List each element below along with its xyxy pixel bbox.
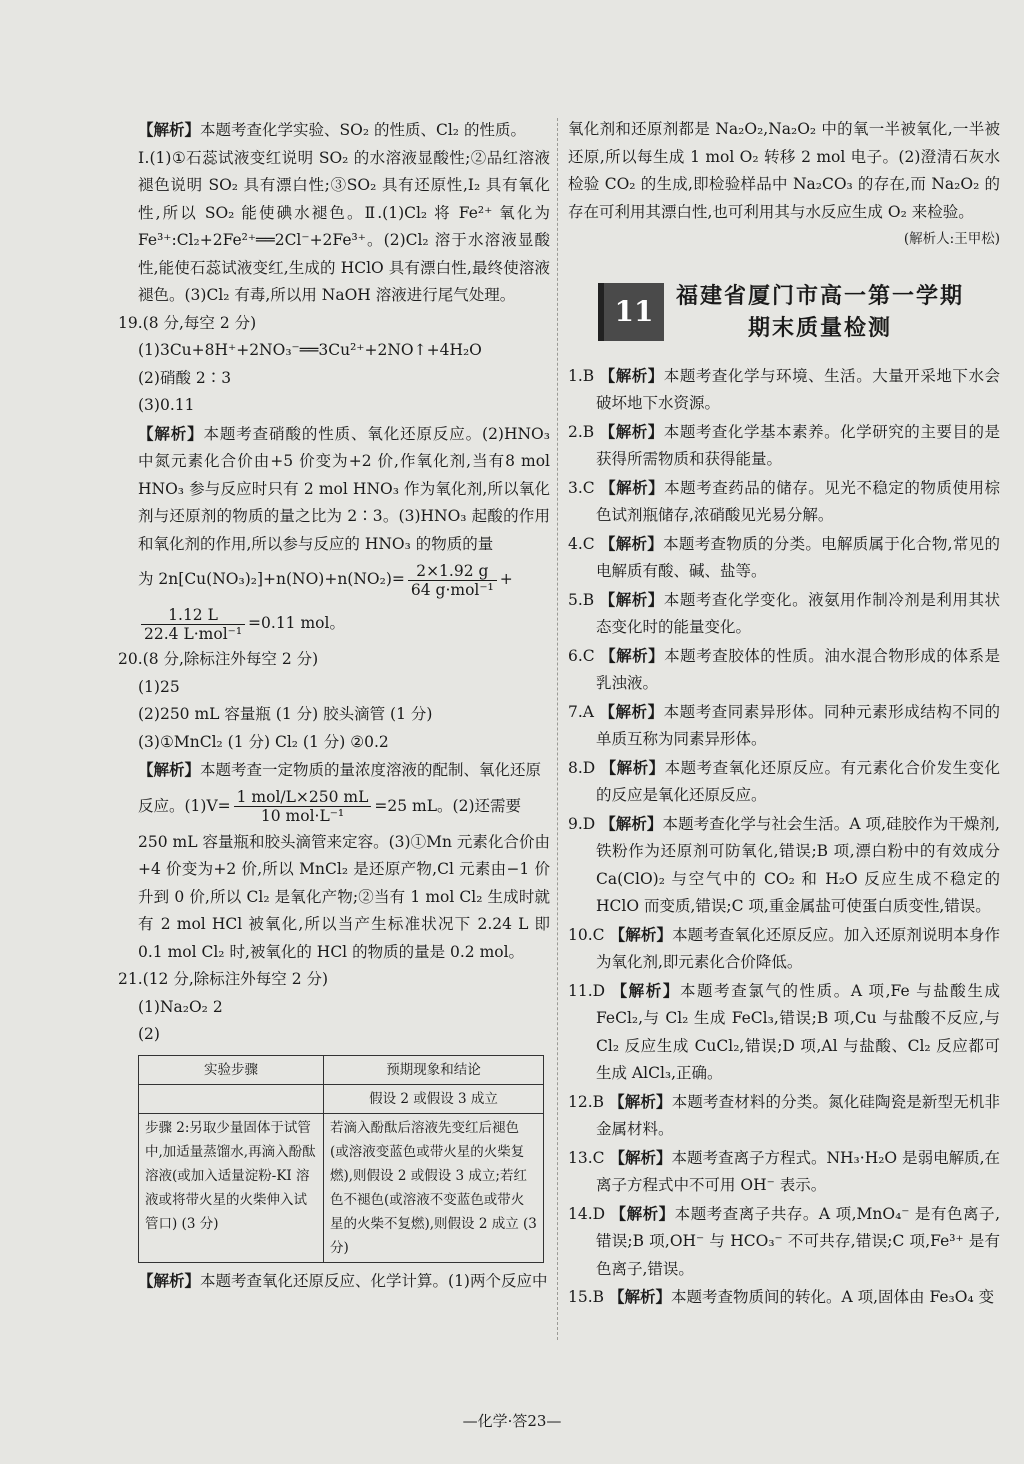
q20-analysis: 【解析】本题考查一定物质的量浓度溶液的配制、氧化还原	[138, 760, 542, 779]
q21-analysis-continued: 氧化剂和还原剂都是 Na₂O₂,Na₂O₂ 中的氧一半被氧化,一半被还原,所以每生成 1 mol O₂ 转移 2 mol 电子。(2)澄清石灰水检验 CO₂ 的生成,即检验样品中 Na₂CO₃ 的存在,而 Na₂O₂ 的存在可利用其漂白性,也可利用其与水反应生成 O₂ 来检验。	[568, 120, 1000, 221]
answer-item	[568, 418, 1000, 474]
q19-equation-2: $\frac{1.12 L}{\text{22.4 L·mol⁻¹}}$ =0.11 mol。	[138, 602, 550, 646]
analysis-label: 【解析】	[610, 1203, 675, 1223]
answer-number: 6.C	[568, 646, 595, 665]
answer-item	[568, 810, 1000, 921]
q21-head: 21.(12 分,除标注外每空 2 分)	[118, 970, 329, 988]
experiment-table	[138, 1055, 544, 1263]
analysis-label: 【解析】	[600, 477, 665, 497]
answer-item	[568, 642, 1000, 698]
answer-number: 9.D	[568, 814, 596, 833]
answer-item	[568, 362, 1000, 418]
answer-number: 13.C	[568, 1148, 605, 1167]
answer-text: 本题考查氧化还原反应。有元素化合价发生变化的反应是氧化还原反应。	[596, 758, 1000, 804]
q21-answer-1: (1)Na₂O₂ 2	[138, 997, 223, 1016]
q18-analysis-body: Ⅰ.(1)①石蕊试液变红说明 SO₂ 的水溶液显酸性;②品红溶液褪色说明 SO₂ 具有漂白性;③SO₂ 具有还原性,I₂ 具有氧化性,所以 SO₂ 能使碘水褪色。Ⅱ.(1)Cl₂ 将 Fe²⁺ 氧化为 Fe³⁺:Cl₂+2Fe²⁺══2Cl⁻+2Fe³⁺。(2)Cl₂ 溶于水溶液显酸性,能使石蕊试液变红,生成的 HClO 具有漂白性,最终使溶液褪色。(3)Cl₂ 有毒,所以用 NaOH 溶液进行尾气处理。	[138, 148, 550, 304]
answer-number: 15.B	[568, 1288, 605, 1306]
analysis-label: 【解析】	[600, 757, 665, 777]
right-column	[568, 116, 1000, 1312]
q21-analysis: 【解析】本题考查氧化还原反应、化学计算。(1)两个反应中	[138, 1270, 548, 1290]
answer-text: 本题考查药品的储存。见光不稳定的物质使用棕色试剂瓶储存,浓硝酸见光易分解。	[596, 478, 1000, 524]
answer-text: 本题考查氧化还原反应。加入还原剂说明本身作为氧化剂,即元素化合价降低。	[596, 925, 1000, 971]
answer-item	[568, 530, 1000, 586]
section-title: 福建省厦门市高一第一学期 期末质量检测	[676, 282, 965, 341]
section-number-badge: 11	[598, 283, 664, 341]
answer-item	[568, 1144, 1000, 1200]
table-cell: 步骤 2:另取少量固体于试管中,加适量蒸馏水,再滴入酚酞溶液(或加入适量淀粉-KI 溶液或将带火星的火柴伸入试管口) (3 分)	[139, 1113, 324, 1262]
analysis-label: 【解析】	[599, 421, 664, 441]
analysis-label: 【解析】	[600, 813, 663, 833]
answer-number: 12.B	[568, 1092, 605, 1111]
answer-text: 本题考查物质间的转化。A 项,固体由 Fe₃O₄ 变	[671, 1288, 995, 1306]
answer-item	[568, 474, 1000, 530]
answer-text: 本题考查化学与社会生活。A 项,硅胶作为干燥剂,铁粉作为还原剂可防氧化,错误;B 项,漂白粉中的有效成分 Ca(ClO)₂ 与空气中的 CO₂ 和 H₂O 反应生成不稳定的 HClO 而变质,错误;C 项,重金属盐可使蛋白质变性,错误。	[596, 814, 1000, 915]
q20-equation: 反应。(1)V= $\frac{\text{1 mol/L×250 mL}}{\text{10 mol·L⁻¹}}$ =25 mL。(2)还需要	[138, 788, 522, 825]
answer-text: 本题考查材料的分类。氮化硅陶瓷是新型无机非金属材料。	[596, 1092, 1000, 1138]
q19-head: 19.(8 分,每空 2 分)	[118, 313, 257, 332]
answer-number: 10.C	[568, 925, 605, 944]
analysis-label: 【解析】	[611, 980, 680, 1000]
answer-number: 5.B	[568, 590, 595, 609]
analysis-label: 【解析】	[599, 533, 664, 553]
answer-text: 本题考查离子共存。A 项,MnO₄⁻ 是有色离子,错误;B 项,OH⁻ 与 HCO₃⁻ 不可共存,错误;C 项,Fe³⁺ 是有色离子,错误。	[596, 1204, 1001, 1278]
q19-answer-1: (1)3Cu+8H⁺+2NO₃⁻══3Cu²⁺+2NO↑+4H₂O	[138, 341, 482, 359]
answer-item	[568, 977, 1000, 1088]
analysis-label: 【解析】	[599, 701, 664, 721]
answer-text: 本题考查化学与环境、生活。大量开采地下水会破坏地下水资源。	[596, 366, 1000, 412]
fraction: $\frac{2\times 1.92 g}{\text{64 g·mol⁻¹}}$	[408, 562, 497, 599]
table-subheader: 假设 2 或假设 3 成立	[324, 1084, 544, 1113]
answer-number: 8.D	[568, 758, 596, 777]
q18-analysis: 【解析】本题考查化学实验、SO₂ 的性质、Cl₂ 的性质。	[138, 120, 526, 139]
table-cell: 若滴入酚酞后溶液先变红后褪色(或溶液变蓝色或带火星的火柴复燃),则假设 2 或假设 3 成立;若红色不褪色(或溶液不变蓝色或带火星的火柴不复燃),则假设 2 成立 (3 分)	[324, 1113, 544, 1262]
answer-text: 本题考查离子方程式。NH₃·H₂O 是弱电解质,在离子方程式中不可用 OH⁻ 表示。	[596, 1148, 1000, 1194]
answer-text: 本题考查氯气的性质。A 项,Fe 与盐酸生成 FeCl₂,与 Cl₂ 生成 FeCl₃,错误;B 项,Cu 与盐酸不反应,与 Cl₂ 反应生成 CuCl₂,错误;D 项,Al 与盐酸、Cl₂ 反应都可生成 AlCl₃,正确。	[596, 981, 1000, 1082]
answer-number: 14.D	[568, 1204, 606, 1223]
analysis-label: 【解析】	[138, 1270, 201, 1290]
analysis-label: 【解析】	[609, 1091, 672, 1111]
answer-item	[568, 754, 1000, 810]
answer-number: 2.B	[568, 422, 595, 441]
table-header: 实验步骤	[139, 1055, 324, 1084]
answer-text: 本题考查同素异形体。同种元素形成结构不同的单质互称为同素异形体。	[596, 702, 1000, 748]
answer-item	[568, 1200, 1000, 1284]
answer-number: 3.C	[568, 478, 595, 497]
q20-analysis-body: 250 mL 容量瓶和胶头滴管来定容。(3)①Mn 元素化合价由+4 价变为+2 价,所以 MnCl₂ 是还原产物,Cl 元素由−1 价升到 0 价,所以 Cl₂ 是氧化产物;②当有 1 mol Cl₂ 生成时就有 2 mol HCl 被氧化,所以当产生标准状况下 2.24 L 即 0.1 mol Cl₂ 时,被氧化的 HCl 的物质的量是 0.2 mol。	[138, 832, 550, 961]
analysis-label: 【解析】	[609, 1147, 672, 1167]
analysis-label: 【解析】	[609, 924, 673, 944]
page-footer: —化学·答23—	[462, 1412, 562, 1430]
answer-item	[568, 698, 1000, 754]
answer-number: 1.B	[568, 366, 595, 385]
answer-text: 本题考查物质的分类。电解质属于化合物,常见的电解质有酸、碱、盐等。	[596, 534, 1000, 580]
column-divider	[557, 118, 558, 1340]
answer-text: 本题考查化学基本素养。化学研究的主要目的是获得所需物质和获得能量。	[596, 422, 1000, 468]
answer-number: 11.D	[568, 981, 606, 1000]
analysis-label: 【解析】	[138, 423, 204, 443]
table-cell	[139, 1084, 324, 1113]
analysis-label: 【解析】	[599, 589, 664, 609]
answer-item	[568, 1283, 1000, 1312]
answer-item	[568, 1088, 1000, 1144]
answer-list	[568, 362, 1000, 1312]
answer-text: 本题考查胶体的性质。油水混合物形成的体系是乳浊液。	[596, 646, 1000, 692]
fraction: $\frac{\text{1 mol/L×250 mL}}{\text{10 mol·L⁻¹}}$	[234, 788, 372, 825]
q19-answer-2: (2)硝酸 2∶3	[138, 368, 232, 387]
q20-answer-2: (2)250 mL 容量瓶 (1 分) 胶头滴管 (1 分)	[138, 705, 433, 723]
analysis-label: 【解析】	[138, 760, 201, 779]
q21-answer-2: (2)	[138, 1025, 160, 1043]
q19-equation-1: 为 2n[Cu(NO₃)₂]+n(NO)+n(NO₂)= $\frac{2\times 1.92 g}{\text{64 g·mol⁻¹}}$ +	[138, 561, 513, 599]
answer-number: 7.A	[568, 702, 594, 721]
q20-answer-1: (1)25	[138, 677, 180, 696]
q20-answer-3: (3)①MnCl₂ (1 分) Cl₂ (1 分) ②0.2	[138, 732, 389, 751]
q19-analysis: 【解析】本题考查硝酸的性质、氧化还原反应。(2)HNO₃ 中氮元素化合价由+5 价变为+2 价,作氧化剂,当有8 mol HNO₃ 参与反应时只有 2 mol HNO₃ 作为氧化剂,所以氧化剂与还原剂的物质的量之比为 2∶3。(3)HNO₃ 起酸的作用和氧化剂的作用,所以参与反应的 HNO₃ 的物质的量	[138, 423, 550, 553]
analysis-label: 【解析】	[608, 1287, 671, 1306]
answer-text: 本题考查化学变化。液氨用作制冷剂是利用其状态变化时的能量变化。	[596, 590, 1000, 636]
answer-item	[568, 921, 1000, 977]
fraction: $\frac{1.12 L}{\text{22.4 L·mol⁻¹}}$	[141, 606, 245, 643]
q19-answer-3: (3)0.11	[138, 396, 195, 414]
analysis-label: 【解析】	[600, 645, 665, 665]
table-header: 预期现象和结论	[324, 1055, 544, 1084]
analysis-label: 【解析】	[599, 365, 664, 385]
author-credit: (解析人:王甲松)	[903, 231, 1000, 247]
answer-number: 4.C	[568, 534, 595, 553]
answer-item	[568, 586, 1000, 642]
analysis-label: 【解析】	[138, 120, 201, 139]
section-banner	[598, 280, 1000, 344]
left-column	[118, 116, 550, 1295]
q20-head: 20.(8 分,除标注外每空 2 分)	[118, 650, 319, 668]
